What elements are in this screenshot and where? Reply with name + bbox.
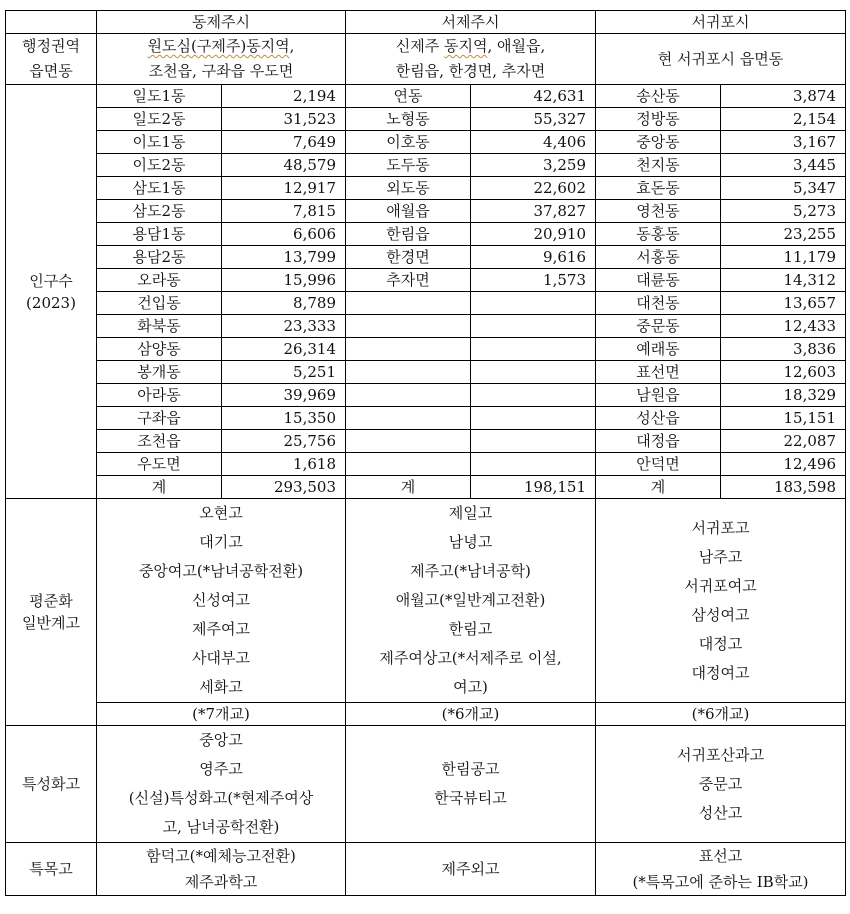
school-name: 한림고 <box>448 620 493 638</box>
west-district-name: 도두동 <box>346 154 471 177</box>
seogwipo-population: 183,598 <box>721 476 846 499</box>
jeju-high-school-zoning-table <box>5 10 846 896</box>
east-population: 31,523 <box>222 108 346 131</box>
east-population: 7,815 <box>222 200 346 223</box>
west-district-name: 노형동 <box>346 108 471 131</box>
school-name: 제주외고 <box>441 860 500 878</box>
general-hs-seogwipo <box>596 499 846 703</box>
school-name: (신설)특성화고(*현제주여상 <box>128 789 314 807</box>
col-header-seogwipo: 서귀포시 <box>596 11 846 34</box>
west-population: 3,259 <box>471 154 596 177</box>
admin-region-seogwipo: 현 서귀포시 읍면동 <box>596 34 846 85</box>
east-population: 48,579 <box>222 154 346 177</box>
general-hs-east <box>97 499 346 703</box>
east-population: 5,251 <box>222 361 346 384</box>
seogwipo-district-name: 정방동 <box>596 108 721 131</box>
text-suffix: , 애월읍, <box>487 37 546 55</box>
west-population: 42,631 <box>471 85 596 108</box>
east-line2: 조천읍, 구좌읍 우도면 <box>148 62 294 80</box>
special-purpose-hs-label: 특목고 <box>6 843 97 896</box>
special-purpose-hs-row <box>6 843 846 896</box>
label-line: (2023) <box>26 293 76 312</box>
east-district-name: 오라동 <box>97 269 222 292</box>
population-row <box>6 154 846 177</box>
seogwipo-population: 3,167 <box>721 131 846 154</box>
population-row <box>6 292 846 315</box>
spellcheck-underlined-text: 원도심(구제주)동지역 <box>147 37 290 55</box>
label-line: 평준화 <box>29 592 73 610</box>
school-name: 중앙고 <box>199 731 243 749</box>
seogwipo-population: 5,273 <box>721 200 846 223</box>
east-district-name: 우도면 <box>97 453 222 476</box>
seogwipo-district-name: 대정읍 <box>596 430 721 453</box>
west-district-name: 한경면 <box>346 246 471 269</box>
school-name: (*특목고에 준하는 IB학교) <box>632 873 809 891</box>
label-line: 행정권역 <box>22 37 80 55</box>
east-district-name: 계 <box>97 476 222 499</box>
population-row <box>6 177 846 200</box>
west-population: 198,151 <box>471 476 596 499</box>
seogwipo-population: 12,433 <box>721 315 846 338</box>
east-district-name: 아라동 <box>97 384 222 407</box>
general-hs-west-count: (*6개교) <box>346 703 596 726</box>
west-district-name: 한림읍 <box>346 223 471 246</box>
east-district-name: 조천읍 <box>97 430 222 453</box>
west-population <box>471 430 596 453</box>
col-header-west-jeju: 서제주시 <box>346 11 596 34</box>
west-district-name: 애월읍 <box>346 200 471 223</box>
west-population <box>471 315 596 338</box>
school-name: 세화고 <box>199 678 243 696</box>
school-name: 서귀포여고 <box>684 576 757 595</box>
east-population: 39,969 <box>222 384 346 407</box>
east-population: 12,917 <box>222 177 346 200</box>
school-name: 남주고 <box>698 547 743 566</box>
seogwipo-district-name: 효돈동 <box>596 177 721 200</box>
admin-region-label <box>6 34 97 85</box>
east-population: 2,194 <box>222 85 346 108</box>
east-population: 15,350 <box>222 407 346 430</box>
school-name: 성산고 <box>698 803 743 822</box>
east-line1 <box>105 34 337 59</box>
seogwipo-population: 12,496 <box>721 453 846 476</box>
population-row <box>6 361 846 384</box>
east-population: 1,618 <box>222 453 346 476</box>
school-name: 중앙여고(*남녀공학전환) <box>138 562 304 580</box>
school-name: 여고) <box>453 678 488 696</box>
specialized-hs-label: 특성화고 <box>6 726 97 843</box>
east-district-name: 일도2동 <box>97 108 222 131</box>
west-population: 37,827 <box>471 200 596 223</box>
east-population: 15,996 <box>222 269 346 292</box>
col-header-east-jeju: 동제주시 <box>97 11 346 34</box>
west-district-name <box>346 430 471 453</box>
seogwipo-population: 11,179 <box>721 246 846 269</box>
west-district-name <box>346 384 471 407</box>
population-row <box>6 453 846 476</box>
label-line: 읍면동 <box>29 62 73 80</box>
population-row <box>6 200 846 223</box>
west-district-name <box>346 338 471 361</box>
school-name: 제주과학고 <box>184 873 258 891</box>
seogwipo-population: 13,657 <box>721 292 846 315</box>
admin-region-west <box>346 34 596 85</box>
east-district-name: 삼양동 <box>97 338 222 361</box>
population-row <box>6 384 846 407</box>
seogwipo-district-name: 예래동 <box>596 338 721 361</box>
seogwipo-district-name: 표선면 <box>596 361 721 384</box>
east-district-name: 용담1동 <box>97 223 222 246</box>
population-row <box>6 131 846 154</box>
school-name: 한국뷰티고 <box>434 789 507 807</box>
west-district-name: 연동 <box>346 85 471 108</box>
west-district-name: 외도동 <box>346 177 471 200</box>
label-line: 인구수 <box>29 271 73 290</box>
west-district-name <box>346 361 471 384</box>
east-district-name: 구좌읍 <box>97 407 222 430</box>
school-name: 함덕고(*예체능고전환) <box>146 847 296 865</box>
population-row <box>6 315 846 338</box>
seogwipo-population: 3,445 <box>721 154 846 177</box>
seogwipo-district-name: 영천동 <box>596 200 721 223</box>
school-name: 애월고(*일반계고전환) <box>395 591 546 609</box>
school-name: 대기고 <box>199 533 243 551</box>
special-purpose-hs-east <box>97 843 346 896</box>
population-row <box>6 430 846 453</box>
school-name: 서귀포산과고 <box>677 745 764 764</box>
east-population: 13,799 <box>222 246 346 269</box>
west-population: 1,573 <box>471 269 596 292</box>
seogwipo-district-name: 서홍동 <box>596 246 721 269</box>
west-population <box>471 292 596 315</box>
school-name: 신성여고 <box>192 591 250 609</box>
west-line1 <box>354 34 587 59</box>
seogwipo-district-name: 대천동 <box>596 292 721 315</box>
west-district-name <box>346 292 471 315</box>
label-line: 일반계고 <box>22 614 80 632</box>
school-name: 한림공고 <box>441 760 500 778</box>
seogwipo-district-name: 대륜동 <box>596 269 721 292</box>
seogwipo-district-name: 송산동 <box>596 85 721 108</box>
east-district-name: 일도1동 <box>97 85 222 108</box>
west-district-name <box>346 407 471 430</box>
population-row <box>6 407 846 430</box>
special-purpose-hs-seogwipo <box>596 843 846 896</box>
school-name: 중문고 <box>698 774 743 793</box>
header-row <box>6 11 846 34</box>
west-district-name: 추자면 <box>346 269 471 292</box>
school-name: 사대부고 <box>192 649 250 667</box>
east-district-name: 삼도1동 <box>97 177 222 200</box>
special-purpose-hs-west <box>346 843 596 896</box>
general-hs-east-count: (*7개교) <box>97 703 346 726</box>
seogwipo-district-name: 중문동 <box>596 315 721 338</box>
school-name: 제주고(*남녀공학) <box>410 562 531 580</box>
west-population: 20,910 <box>471 223 596 246</box>
general-hs-row <box>6 499 846 703</box>
school-name: 제주여고 <box>192 620 250 638</box>
east-population: 8,789 <box>222 292 346 315</box>
school-name: 서귀포고 <box>691 518 750 537</box>
seogwipo-population: 2,154 <box>721 108 846 131</box>
school-name: 남녕고 <box>448 533 493 551</box>
corner-cell <box>6 11 97 34</box>
seogwipo-district-name: 동홍동 <box>596 223 721 246</box>
admin-region-row <box>6 34 846 85</box>
west-population <box>471 338 596 361</box>
population-row <box>6 246 846 269</box>
east-district-name: 이도2동 <box>97 154 222 177</box>
east-population: 7,649 <box>222 131 346 154</box>
general-hs-label <box>6 499 97 726</box>
specialized-hs-seogwipo <box>596 726 846 843</box>
seogwipo-population: 23,255 <box>721 223 846 246</box>
general-hs-west <box>346 499 596 703</box>
general-hs-seogwipo-count: (*6개교) <box>596 703 846 726</box>
east-district-name: 건입동 <box>97 292 222 315</box>
seogwipo-population: 18,329 <box>721 384 846 407</box>
east-population: 23,333 <box>222 315 346 338</box>
west-population: 9,616 <box>471 246 596 269</box>
west-population: 4,406 <box>471 131 596 154</box>
seogwipo-population: 3,874 <box>721 85 846 108</box>
west-district-name: 계 <box>346 476 471 499</box>
specialized-hs-row <box>6 726 846 843</box>
seogwipo-district-name: 성산읍 <box>596 407 721 430</box>
seogwipo-district-name: 안덕면 <box>596 453 721 476</box>
east-district-name: 삼도2동 <box>97 200 222 223</box>
west-district-name <box>346 315 471 338</box>
school-name: 제일고 <box>448 504 493 522</box>
west-population <box>471 361 596 384</box>
admin-region-east <box>97 34 346 85</box>
west-population <box>471 384 596 407</box>
west-population <box>471 407 596 430</box>
east-population: 6,606 <box>222 223 346 246</box>
west-population <box>471 453 596 476</box>
population-row <box>6 269 846 292</box>
school-name: 대정고 <box>698 634 743 653</box>
east-district-name: 화북동 <box>97 315 222 338</box>
spellcheck-underlined-text: 동지역 <box>443 37 488 55</box>
specialized-hs-west <box>346 726 596 843</box>
population-row <box>6 223 846 246</box>
west-line2: 한림읍, 한경면, 추자면 <box>395 62 546 80</box>
west-district-name <box>346 453 471 476</box>
school-name: 고, 남녀공학전환) <box>162 818 280 836</box>
west-district-name: 이호동 <box>346 131 471 154</box>
seogwipo-population: 3,836 <box>721 338 846 361</box>
text-prefix: 신제주 <box>395 37 444 55</box>
east-district-name: 이도1동 <box>97 131 222 154</box>
east-district-name: 봉개동 <box>97 361 222 384</box>
east-population: 25,756 <box>222 430 346 453</box>
seogwipo-district-name: 남원읍 <box>596 384 721 407</box>
specialized-hs-east <box>97 726 346 843</box>
school-name: 표선고 <box>698 847 743 865</box>
seogwipo-district-name: 천지동 <box>596 154 721 177</box>
general-hs-count-row <box>6 703 846 726</box>
seogwipo-population: 14,312 <box>721 269 846 292</box>
school-name: 삼성여고 <box>691 605 750 624</box>
seogwipo-population: 5,347 <box>721 177 846 200</box>
seogwipo-district-name: 중앙동 <box>596 131 721 154</box>
school-name: 제주여상고(*서제주로 이설, <box>379 649 562 667</box>
east-population: 26,314 <box>222 338 346 361</box>
population-label <box>6 85 97 499</box>
text-suffix: , <box>289 37 295 55</box>
seogwipo-population: 12,603 <box>721 361 846 384</box>
west-population: 22,602 <box>471 177 596 200</box>
school-name: 대정여고 <box>691 663 750 682</box>
east-district-name: 용담2동 <box>97 246 222 269</box>
population-row <box>6 108 846 131</box>
population-section <box>6 85 846 499</box>
east-population: 293,503 <box>222 476 346 499</box>
population-row <box>6 338 846 361</box>
population-row <box>6 85 846 108</box>
seogwipo-population: 22,087 <box>721 430 846 453</box>
school-name: 오현고 <box>199 504 243 522</box>
west-population: 55,327 <box>471 108 596 131</box>
school-name: 영주고 <box>199 760 243 778</box>
population-total-row <box>6 476 846 499</box>
seogwipo-district-name: 계 <box>596 476 721 499</box>
seogwipo-population: 15,151 <box>721 407 846 430</box>
